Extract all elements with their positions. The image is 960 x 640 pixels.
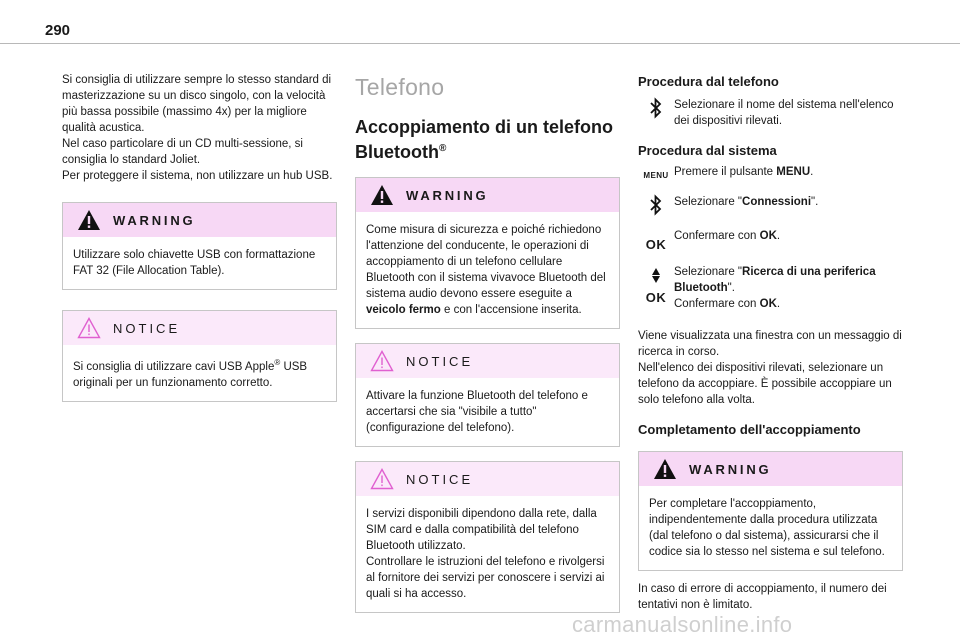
- warning-text-part: Come misura di sicurezza e poiché richiedono l'attenzione del conducente, le operazioni di accoppiamento di un telefono cellulare Bluetooth con il sistema vivavoce Bluetooth del sistema audio devono essere eseguite a: [366, 224, 606, 300]
- notice-triangle-icon: [370, 350, 394, 372]
- warning-title: WARNING: [689, 461, 772, 477]
- column-left: [62, 72, 337, 402]
- step-text-bold: OK: [759, 298, 777, 310]
- warning-header: [63, 203, 336, 237]
- step-phone-select: [638, 97, 903, 129]
- heading-procedure-phone: Procedura dal telefono: [638, 74, 779, 89]
- final-paragraph: In caso di errore di accoppiamento, il numero dei tentativi non è limitato.: [638, 583, 887, 611]
- arrows-ok-icon: [638, 264, 674, 305]
- notice-text: I servizi disponibili dipendono dalla rete, dalla SIM card e dalla compatibilità del telefono Bluetooth utilizzato. Controllare le istruzioni del telefono e rivolgersi al fornitore dei servizi per conoscere i servizi ai quali si ha accesso.: [366, 508, 605, 600]
- step-select-connections: [638, 194, 903, 216]
- step-text-part: .: [776, 298, 781, 310]
- notice-text-part: USB originali per un funzionamento corretto.: [73, 360, 308, 389]
- step-text: [674, 164, 813, 180]
- step-text-part: Premere il pulsante: [674, 166, 777, 178]
- warning-text-part: e con l'accensione inserita.: [440, 304, 582, 316]
- notice-box-apple: [62, 310, 337, 402]
- step-search-device: [638, 264, 903, 312]
- step-text: [674, 228, 780, 244]
- registered-mark: ®: [438, 143, 447, 154]
- heading-procedure-system: Procedura dal sistema: [638, 143, 777, 158]
- warning-header: [639, 452, 902, 486]
- warning-box-usb: [62, 202, 337, 290]
- step-text-part: Confermare con: [674, 298, 760, 310]
- header-divider: [0, 43, 960, 44]
- warning-text: Per completare l'accoppiamento, indipendentemente dalla procedura utilizzata (dal telefono o dal sistema), assicurarsi che il codice sia lo stesso nel sistema e sul telefono.: [649, 498, 885, 558]
- notice-box-services: [355, 461, 620, 613]
- ok-icon-label: OK: [645, 237, 667, 252]
- notice-triangle-icon: [77, 317, 101, 339]
- page-number: 290: [45, 22, 71, 39]
- menu-icon-label: MENU: [643, 171, 669, 180]
- warning-triangle-icon: [77, 209, 101, 231]
- notice-box-visibility: [355, 343, 620, 447]
- step-press-menu: [638, 164, 903, 180]
- registered-mark: ®: [274, 358, 281, 367]
- notice-text-part: Si consiglia di utilizzare cavi USB Apple: [73, 360, 275, 373]
- warning-header: [356, 178, 619, 212]
- notice-header: [356, 462, 619, 496]
- step-text: Selezionare il nome del sistema nell'elenco dei dispositivi rilevati.: [674, 99, 894, 127]
- column-right: [638, 72, 903, 613]
- step-text-part: .: [810, 166, 814, 178]
- watermark: carmanualsonline.info: [572, 612, 793, 637]
- notice-title: NOTICE: [406, 471, 474, 487]
- chapter-title: Telefono: [355, 74, 445, 100]
- ok-icon-label: OK: [645, 290, 667, 305]
- step-text-part: Selezionare ": [674, 266, 743, 278]
- step-text-part: Selezionare ": [674, 196, 743, 208]
- step-text-bold: MENU: [776, 166, 811, 178]
- step-text-part: Confermare con: [674, 230, 760, 242]
- step-text-part: ".: [727, 282, 735, 294]
- column-middle: [355, 72, 620, 613]
- step-text: [674, 264, 903, 312]
- warning-title: WARNING: [113, 212, 196, 228]
- notice-header: [63, 311, 336, 345]
- notice-text: Attivare la funzione Bluetooth del telefono e accertarsi che sia "visibile a tutto" (configurazione del telefono).: [366, 390, 588, 434]
- step-text-bold: Ricerca di una periferica Bluetooth: [674, 266, 876, 294]
- search-paragraph: Viene visualizzata una finestra con un messaggio di ricerca in corso. Nell'elenco dei dispositivi rilevati, selezionare un telefono da accoppiare. È possibile accoppiare un solo telefono alla volta.: [638, 330, 902, 406]
- notice-title: NOTICE: [113, 320, 181, 336]
- section-title: [355, 116, 620, 163]
- step-text: [674, 194, 818, 210]
- section-title-text: Accoppiamento di un telefono Bluetooth: [355, 117, 614, 162]
- step-text-part: .: [776, 230, 781, 242]
- menu-button-icon: [638, 164, 674, 180]
- warning-title: WARNING: [406, 187, 489, 203]
- warning-triangle-icon: [653, 458, 677, 480]
- step-text-bold: Connessioni: [742, 196, 812, 208]
- bluetooth-icon: [638, 97, 674, 119]
- ok-button-icon: [638, 228, 674, 252]
- warning-box-safety: [355, 177, 620, 329]
- notice-triangle-icon: [370, 468, 394, 490]
- warning-text: Utilizzare solo chiavette USB con formattazione FAT 32 (File Allocation Table).: [73, 249, 316, 277]
- warning-triangle-icon: [370, 184, 394, 206]
- step-text-part: ".: [811, 196, 819, 208]
- warning-text-bold: veicolo fermo: [366, 304, 441, 316]
- step-text-bold: OK: [759, 230, 777, 242]
- notice-header: [356, 344, 619, 378]
- step-confirm-ok: [638, 228, 903, 252]
- arrow-down-icon: [652, 276, 660, 283]
- intro-paragraph: Si consiglia di utilizzare sempre lo stesso standard di masterizzazione su un disco singolo, con la velocità più bassa possibile (massimo 4x) per la migliore qualità acustica. Nel caso particolare di un CD multi-sessione, si consiglia lo standard Joliet. Per proteggere il sistema, non utilizzare un hub USB.: [62, 74, 333, 182]
- warning-text: [356, 212, 619, 328]
- heading-completion: Completamento dell'accoppiamento: [638, 422, 861, 437]
- notice-text: [63, 345, 336, 401]
- bluetooth-icon: [638, 194, 674, 216]
- warning-box-code: [638, 451, 903, 571]
- notice-title: NOTICE: [406, 353, 474, 369]
- arrow-up-icon: [652, 268, 660, 275]
